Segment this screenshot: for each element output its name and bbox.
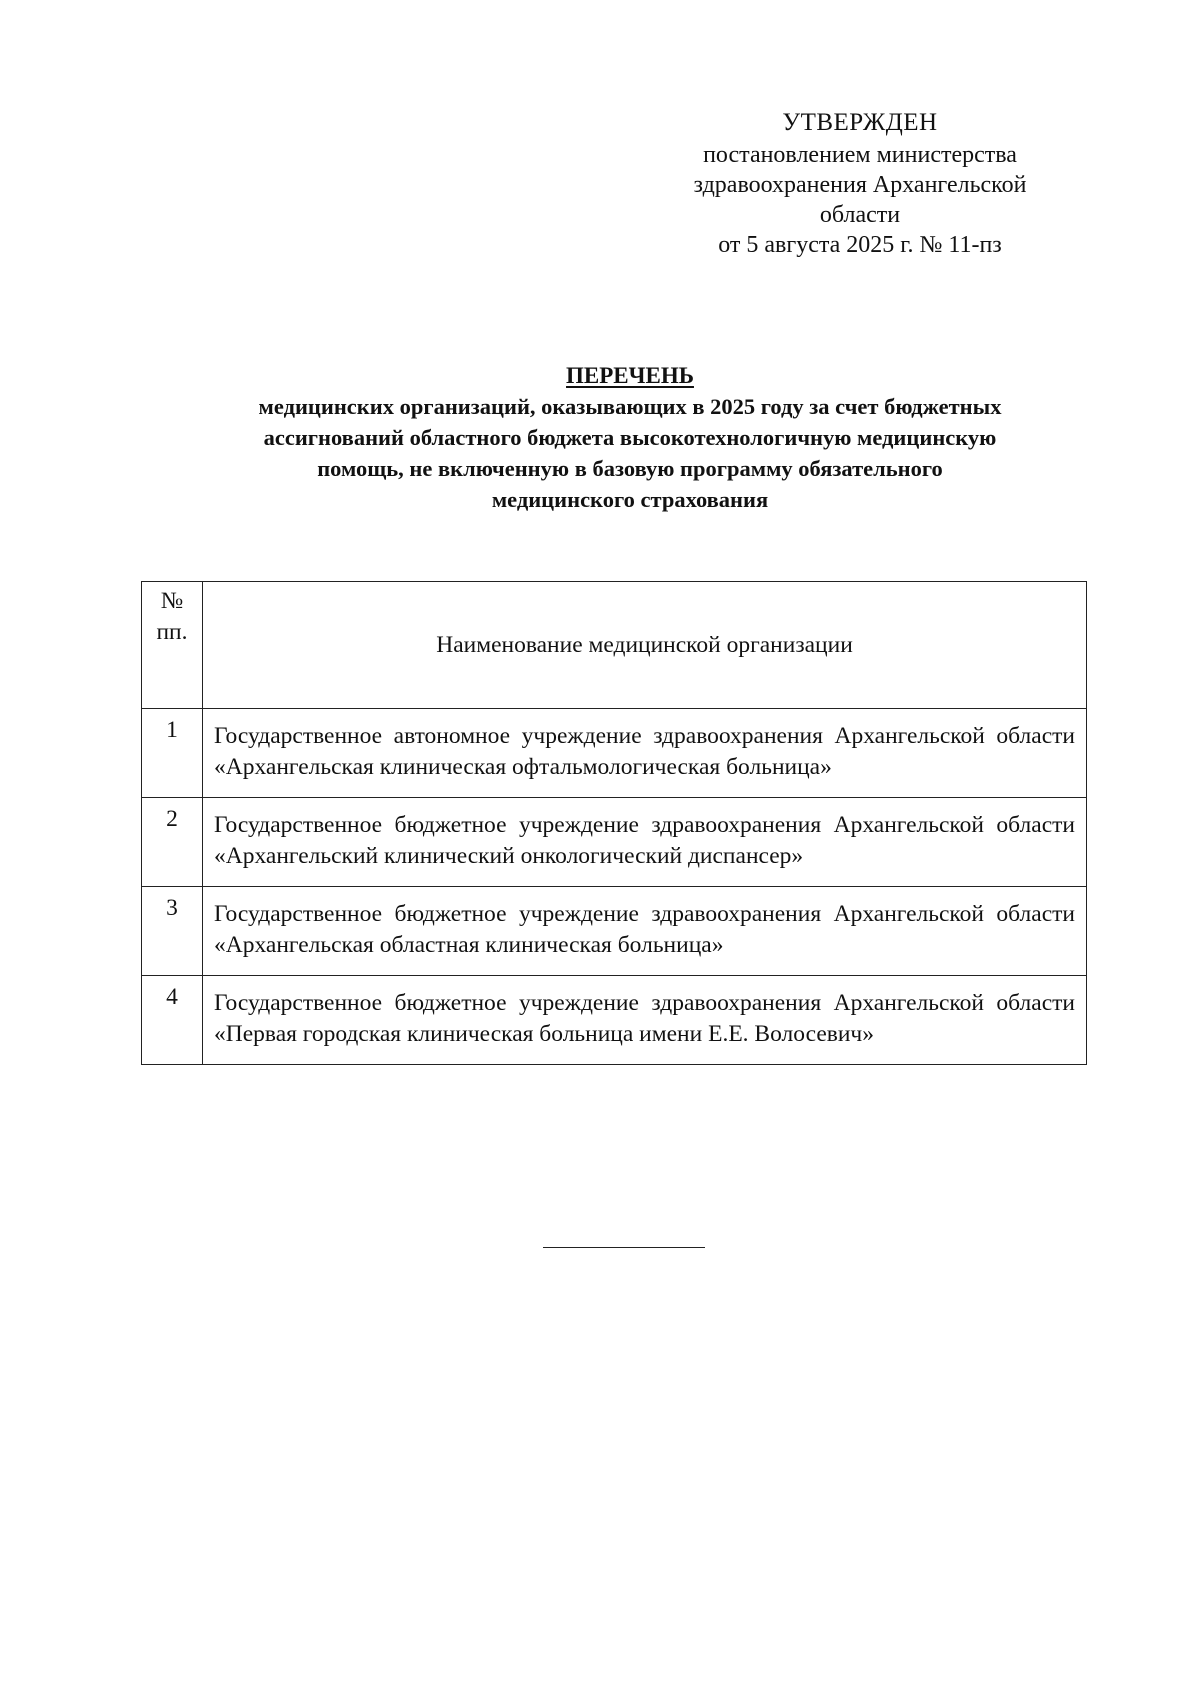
table-row: [142, 887, 1087, 976]
header-number-symbol: №: [160, 588, 184, 614]
row-number: 3: [142, 887, 203, 976]
row-number: 2: [142, 798, 203, 887]
approval-line: постановлением министерства: [703, 142, 1017, 168]
document-subtitle-line: помощь, не включенную в базовую программу обязательного: [317, 456, 943, 481]
document-heading: [140, 360, 1120, 515]
document-subtitle-line: медицинского страхования: [491, 487, 769, 512]
document-subtitle-line: ассигнований областного бюджета высокотехнологичную медицинскую: [263, 425, 997, 450]
table-row: [142, 798, 1087, 887]
row-number: 1: [142, 709, 203, 798]
approval-line: здравоохранения Архангельской: [693, 172, 1027, 198]
organization-name: Государственное бюджетное учреждение здравоохранения Архангельской области «Первая городская клиническая больница имени Е.Е. Волосевич»: [203, 976, 1087, 1065]
header-number-cell: [142, 582, 203, 709]
approval-date-line: от 5 августа 2025 г. № 11-пз: [718, 232, 1002, 258]
organization-name: Государственное бюджетное учреждение здравоохранения Архангельской области «Архангельский клинический онкологический диспансер»: [203, 798, 1087, 887]
organizations-table: [141, 581, 1087, 1065]
approval-stamp: [660, 108, 1060, 260]
table-row: [142, 976, 1087, 1065]
table-header-row: [142, 582, 1087, 709]
approval-title: УТВЕРЖДЕН: [782, 109, 938, 136]
document-subtitle-line: медицинских организаций, оказывающих в 2025 году за счет бюджетных: [258, 394, 1002, 419]
closing-divider: [543, 1247, 705, 1248]
header-name-cell: Наименование медицинской организации: [203, 582, 1087, 709]
organization-name: Государственное бюджетное учреждение здравоохранения Архангельской области «Архангельская областная клиническая больница»: [203, 887, 1087, 976]
organization-name: Государственное автономное учреждение здравоохранения Архангельской области «Архангельская клиническая офтальмологическая больница»: [203, 709, 1087, 798]
document-title: ПЕРЕЧЕНЬ: [566, 363, 694, 388]
row-number: 4: [142, 976, 203, 1065]
table-row: [142, 709, 1087, 798]
header-number-abbrev: пп.: [156, 619, 188, 645]
approval-line: области: [819, 202, 901, 228]
